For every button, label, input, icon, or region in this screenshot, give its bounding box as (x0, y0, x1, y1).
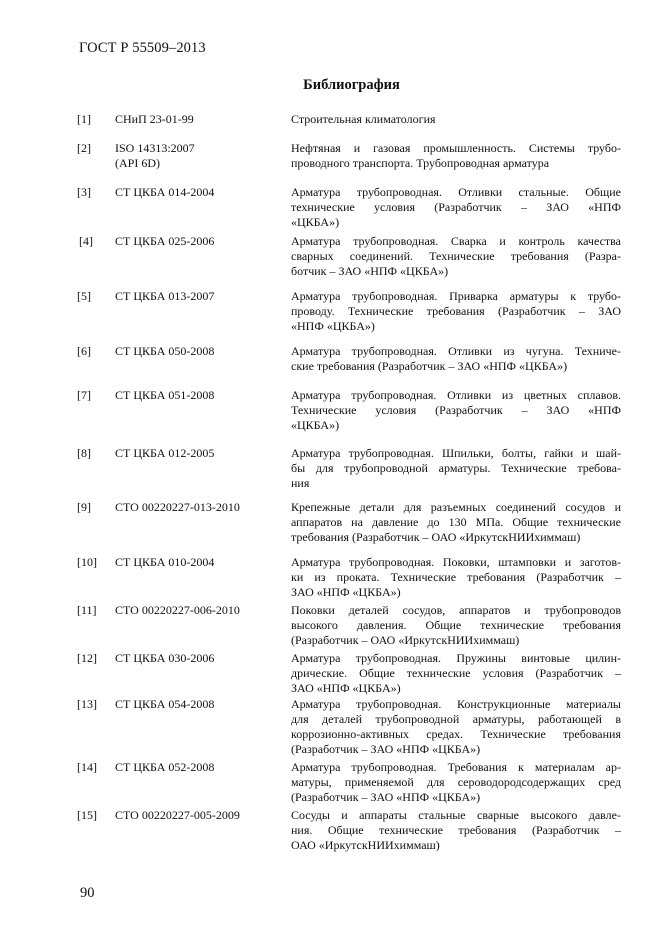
entry-designation (115, 651, 285, 666)
entry-designation (115, 808, 285, 823)
entry-description (291, 603, 621, 648)
entry-description (291, 185, 621, 230)
designation-line: СТ ЦКБА 010-2004 (115, 555, 215, 569)
description-line: Арматура трубопроводная. Шпильки, болты, гайки и шай- (291, 446, 621, 460)
entry-number: [13] (77, 697, 97, 711)
entry-designation (115, 234, 285, 249)
description-line: Технические условия (Разработчик – ЗАО «НПФ (291, 403, 621, 417)
description-line: (Разработчик – ОАО «ИркутскНИИхиммаш) (291, 633, 520, 647)
entry-number: [9] (77, 500, 91, 514)
entry-designation (115, 500, 285, 515)
description-line: требования (Разработчик – ОАО «ИркутскНИИхиммаш) (291, 530, 581, 544)
designation-line: СТ ЦКБА 050-2008 (115, 344, 215, 358)
designation-line: СТО 00220227-005-2009 (115, 808, 240, 822)
entry-number: [8] (77, 446, 91, 460)
description-line: Арматура трубопроводная. Сварка и контроль качества (291, 234, 621, 248)
designation-line: СТО 00220227-013-2010 (115, 500, 240, 514)
description-line: Арматура трубопроводная. Отливки из цветных сплавов. (291, 388, 621, 402)
entry-designation (115, 185, 285, 200)
entry-description (291, 344, 621, 374)
entry-description (291, 500, 621, 545)
entry-number: [10] (77, 555, 97, 569)
description-line: Арматура трубопроводная. Приварка арматуры к трубо- (291, 289, 621, 303)
entry-description (291, 289, 621, 334)
description-line: Сосуды и аппараты стальные сварные высокого давле- (291, 808, 621, 822)
description-line: Арматура трубопроводная. Отливки стальные. Общие (291, 185, 621, 199)
entry-number: [5] (77, 289, 91, 303)
entry-description (291, 651, 621, 696)
description-line: (Разработчик – ЗАО «НПФ «ЦКБА») (291, 742, 481, 756)
designation-line: СТ ЦКБА 051-2008 (115, 388, 215, 402)
entry-number: [14] (77, 760, 97, 774)
description-line: ЗАО «НПФ «ЦКБА») (291, 681, 401, 695)
description-line: аппаратов на давление до 130 МПа. Общие технические (291, 515, 621, 529)
description-line: Арматура трубопроводная. Поковки, штамповки и заготов- (291, 555, 621, 569)
entry-number: [2] (77, 141, 91, 155)
description-line: проводу. Технические требования (Разработчик – ЗАО (291, 304, 621, 318)
description-line: Арматура трубопроводная. Конструкционные материалы (291, 697, 621, 711)
description-line: для деталей трубопроводной арматуры, работающей в (291, 712, 621, 726)
description-line: «НПФ «ЦКБА») (291, 319, 375, 333)
entry-description (291, 234, 621, 279)
entry-designation (115, 555, 285, 570)
entry-designation (115, 760, 285, 775)
description-line: Нефтяная и газовая промышленность. Системы трубо- (291, 141, 621, 155)
description-line: ния (291, 476, 310, 490)
description-line: высокого давления. Общие технические требования (291, 618, 621, 632)
description-line: ские требования (Разработчик – ЗАО «НПФ «ЦКБА») (291, 359, 568, 373)
entry-designation (115, 446, 285, 461)
designation-line: СТ ЦКБА 052-2008 (115, 760, 215, 774)
description-line: коррозионно-активных средах. Технические требования (291, 727, 621, 741)
entry-designation (115, 603, 285, 618)
description-line: Поковки деталей сосудов, аппаратов и трубопроводов (291, 603, 621, 617)
entry-number: [12] (77, 651, 97, 665)
description-line: сварных соединений. Технические требования (Разра- (291, 249, 621, 263)
entry-number: [15] (77, 808, 97, 822)
designation-line: ISO 14313:2007 (115, 141, 195, 155)
description-line: Арматура трубопроводная. Пружины винтовые цилин- (291, 651, 621, 665)
designation-line: СТ ЦКБА 030-2006 (115, 651, 215, 665)
description-line: ОАО «ИркутскНИИхиммаш) (291, 838, 440, 852)
designation-line: СТ ЦКБА 013-2007 (115, 289, 215, 303)
description-line: технические условия (Разработчик – ЗАО «НПФ (291, 200, 621, 214)
entry-number: [1] (77, 112, 91, 126)
description-line: дрические. Общие технические условия (Разработчик – (291, 666, 621, 680)
description-line: Арматура трубопроводная. Отливки из чугуна. Техниче- (291, 344, 621, 358)
entry-description (291, 697, 621, 757)
entry-description (291, 808, 621, 853)
designation-line: СТ ЦКБА 014-2004 (115, 185, 215, 199)
page-number: 90 (80, 885, 95, 901)
designation-line: СТО 00220227-006-2010 (115, 603, 240, 617)
entry-designation (115, 344, 285, 359)
designation-line: СНиП 23-01-99 (115, 112, 194, 126)
description-line: Арматура трубопроводная. Требования к материалам ар- (291, 760, 621, 774)
description-line: матуры, применяемой для сероводородсодержащих сред (291, 775, 621, 789)
description-line: ботчик – ЗАО «НПФ «ЦКБА») (291, 264, 449, 278)
entry-description (291, 112, 621, 127)
entry-designation (115, 289, 285, 304)
entry-number: [7] (77, 388, 91, 402)
entry-designation (115, 697, 285, 712)
entry-number: [3] (77, 185, 91, 199)
description-line: Крепежные детали для разъемных соединений сосудов и (291, 500, 621, 514)
description-line: ЗАО «НПФ «ЦКБА») (291, 585, 401, 599)
entry-description (291, 141, 621, 171)
entry-description (291, 555, 621, 600)
designation-line: СТ ЦКБА 025-2006 (115, 234, 215, 248)
description-line: (Разработчик – ЗАО «НПФ «ЦКБА») (291, 790, 481, 804)
description-line: ния. Общие технические требования (Разработчик – (291, 823, 621, 837)
entry-description (291, 760, 621, 805)
description-line: «ЦКБА») (291, 418, 340, 432)
page-header: ГОСТ Р 55509–2013 (79, 40, 206, 56)
entry-designation (115, 112, 285, 127)
entry-designation (115, 388, 285, 403)
entry-number: [11] (77, 603, 97, 617)
entry-description (291, 388, 621, 433)
description-line: бы для трубопроводной арматуры. Технические требова- (291, 461, 621, 475)
bibliography-title: Библиография (303, 77, 400, 93)
designation-line: (API 6D) (115, 156, 160, 170)
designation-line: СТ ЦКБА 054-2008 (115, 697, 215, 711)
description-line: проводного транспорта. Трубопроводная арматура (291, 156, 550, 170)
description-line: «ЦКБА») (291, 215, 340, 229)
designation-line: СТ ЦКБА 012-2005 (115, 446, 215, 460)
entry-number: [4] (79, 234, 93, 248)
entry-description (291, 446, 621, 491)
entry-number: [6] (77, 344, 91, 358)
description-line: ки из проката. Технические требования (Разработчик – (291, 570, 621, 584)
description-line: Строительная климатология (291, 112, 436, 126)
entry-designation (115, 141, 285, 171)
